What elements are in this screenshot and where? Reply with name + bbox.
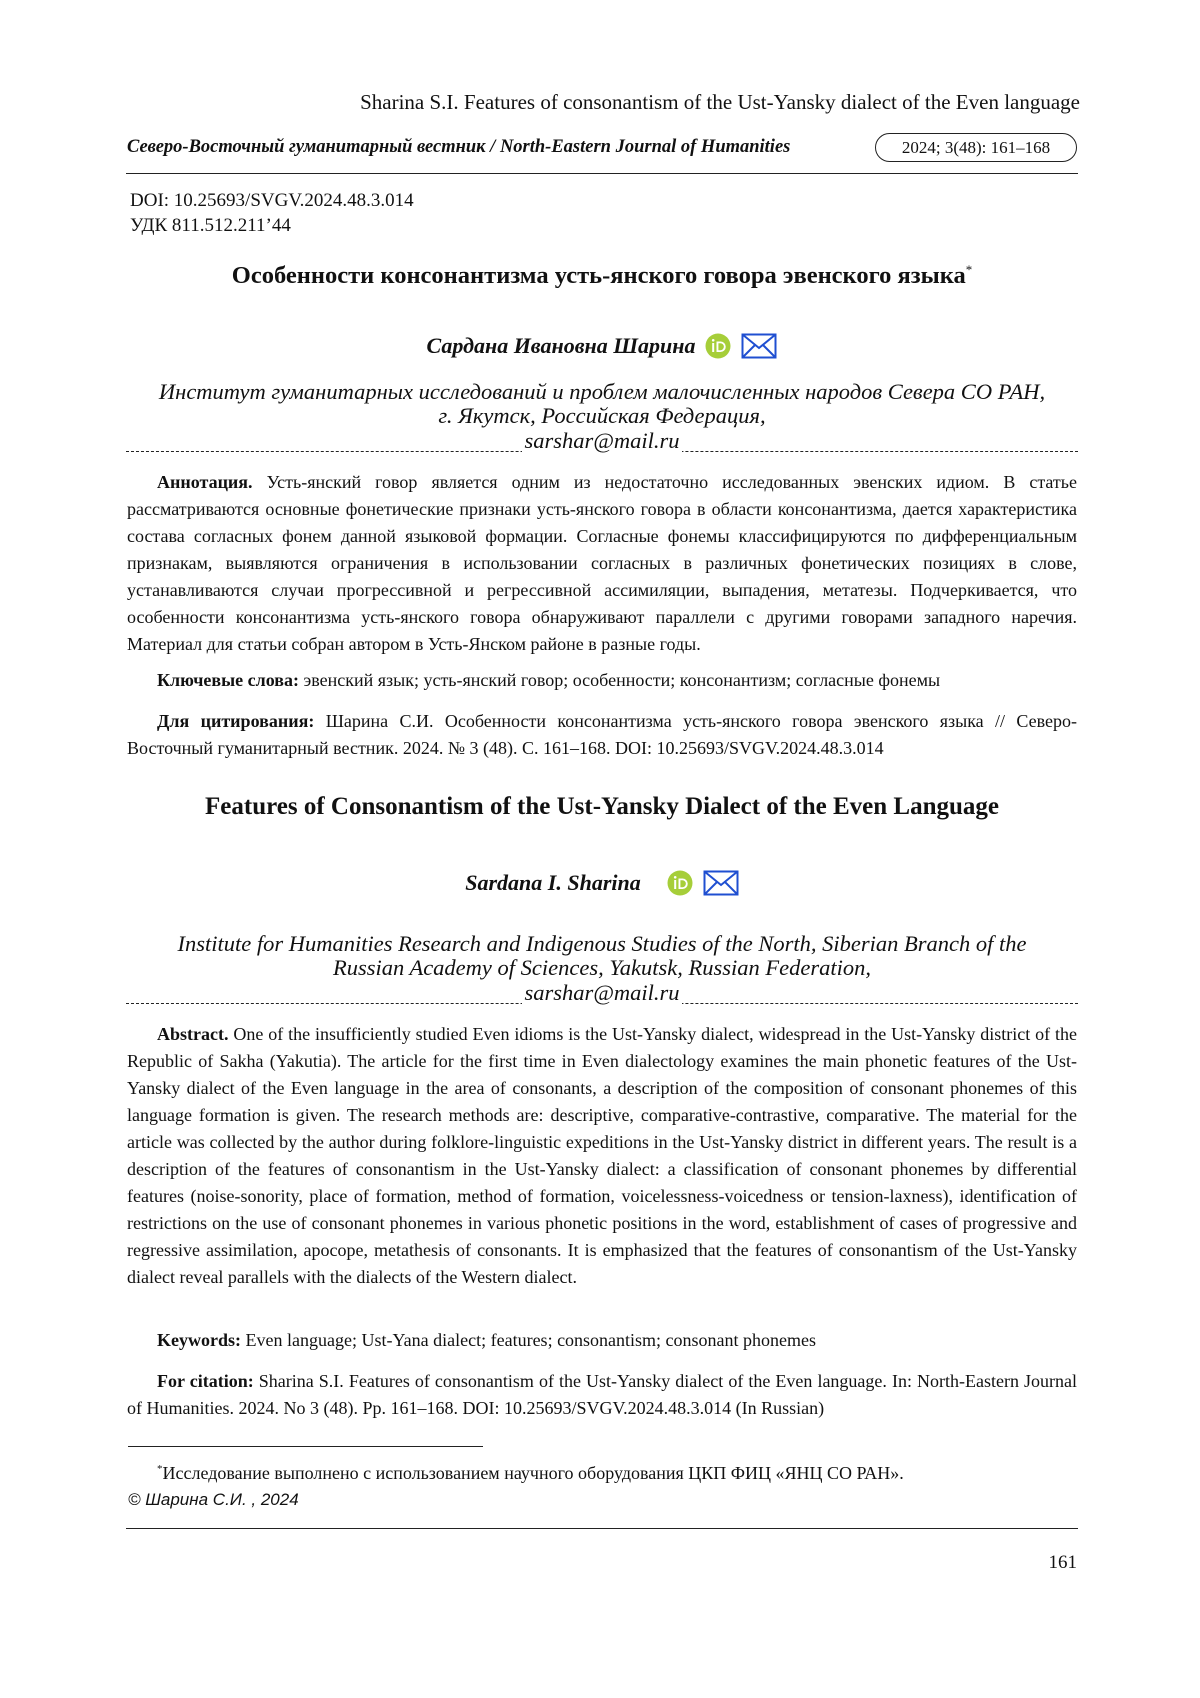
orcid-icon[interactable] (705, 333, 731, 359)
affiliation-en (126, 932, 1078, 980)
email-ru[interactable]: sarshar@mail.ru (524, 428, 680, 453)
title-ru-text: Особенности консонантизма усть-янского говора эвенского языка (231, 262, 966, 290)
keywords-en (127, 1327, 1077, 1354)
citation-en-label: For citation: (157, 1371, 254, 1391)
footnote-rule (128, 1446, 483, 1447)
footer-rule (126, 1528, 1078, 1529)
keywords-ru-label: Ключевые слова: (157, 670, 299, 690)
abstract-ru (127, 469, 1077, 658)
citation-en-text: Sharina S.I. Features of consonantism of the Ust-Yansky dialect of the Even language. In: North-Eastern Journal of Humanities. 2024. No 3 (48). Pp. 161–168. DOI: 10.25693/SVGV.2024.48.3.014 (In Russian) (127, 1371, 1078, 1418)
affiliation-ru (126, 380, 1078, 428)
abstract-ru-text: Усть-янский говор является одним из недостаточно исследованных эвенских идиом. В статье рассматриваются основные фонетические признаки усть-янского говора в области консонантизма, дается характеристика состава согласных фонем данной языковой формации. Согласные фонемы классифицируются по дифференциальным признакам, выявляются ограничения в использовании согласных в различных фонетических позициях в слове, устанавливаются случаи прогрессивной и регрессивной ассимиляции, выпадения, метатезы. Подчеркивается, что особенности консонантизма усть-янского говора обнаруживают параллели с другими говорами западного наречия. Материал для статьи собран автором в Усть-Янском районе в разные годы. (127, 472, 1077, 654)
keywords-ru-text: эвенский язык; усть-янский говор; особенности; консонантизм; согласные фонемы (303, 670, 941, 690)
issue-badge: 2024; 3(48): 161–168 (875, 133, 1077, 162)
abstract-en-label: Abstract. (157, 1024, 229, 1044)
abstract-en (127, 1021, 1077, 1291)
citation-en (127, 1368, 1077, 1422)
page-number: 161 (1048, 1552, 1077, 1573)
keywords-ru (127, 667, 1077, 694)
keywords-en-label: Keywords: (157, 1330, 241, 1350)
affiliation-en-line2: Russian Academy of Sciences, Yakutsk, Russian Federation, (332, 955, 872, 980)
udk: УДК 811.512.211’44 (130, 215, 291, 236)
affiliation-en-line1: Institute for Humanities Research and Indigenous Studies of the North, Siberian Branch of the (177, 931, 1027, 956)
author-en: Sardana I. Sharina (465, 870, 641, 895)
abstract-en-text: One of the insufficiently studied Even idioms is the Ust-Yansky dialect, widespread in the Ust-Yansky district of the Republic of Sakha (Yakutia). The article for the first time in Even dialectology examines the main phonetic features of the Ust-Yansky dialect of the Even language in the area of consonants, a description of the composition of consonant phonemes of this language formation is given. The research methods are: descriptive, comparative-contrastive, comparative. The material for the article was collected by the author during folklore-linguistic expeditions in the Ust-Yansky district in different years. The result is a description of the features of consonantism in the Ust-Yansky dialect: a classification of consonant phonemes by differential features (noise-sonority, place of formation, method of formation, voicelessness-voicedness or tension-laxness), identification of restrictions on the use of consonant phonemes in various phonetic positions in the word, establishment of cases of progressive and regressive assimilation, apocope, metathesis of consonants. It is emphasized that the features of consonantism of the Ust-Yansky dialect reveal parallels with the dialects of the Western dialect. (127, 1024, 1077, 1287)
mail-icon[interactable] (741, 333, 777, 359)
footnote-text: Исследование выполнено с использованием научного оборудования ЦКП ФИЦ «ЯНЦ СО РАН». (162, 1463, 904, 1483)
affiliation-ru-line2: г. Якутск, Российская Федерация, (438, 403, 766, 428)
footnote (157, 1463, 904, 1484)
mail-icon[interactable] (703, 870, 739, 896)
citation-ru-text: Шарина С.И. Особенности консонантизма усть-янского говора эвенского языка // Северо-Восточный гуманитарный вестник. 2024. № 3 (48). С. 161–168. DOI: 10.25693/SVGV.2024.48.3.014 (127, 711, 1078, 758)
doi: DOI: 10.25693/SVGV.2024.48.3.014 (130, 190, 414, 211)
citation-ru-label: Для цитирования: (157, 711, 315, 731)
author-en-row (126, 870, 1078, 896)
running-title: Sharina S.I. Features of consonantism of the Ust-Yansky dialect of the Even language (360, 90, 1080, 114)
affiliation-ru-line1: Институт гуманитарных исследований и проблем малочисленных народов Севера СО РАН, (158, 379, 1046, 404)
author-ru-row (126, 333, 1078, 359)
copyright: © Шарина С.И. , 2024 (128, 1490, 299, 1509)
author-ru: Сардана Ивановна Шарина (426, 333, 696, 358)
header-rule (126, 173, 1078, 174)
title-en: Features of Consonantism of the Ust-Yansky Dialect of the Even Language (205, 793, 999, 820)
journal-name: Северо-Восточный гуманитарный вестник / North-Eastern Journal of Humanities (127, 137, 791, 157)
footnote-mark: * (157, 1463, 163, 1475)
orcid-icon[interactable] (667, 870, 693, 896)
citation-ru (127, 708, 1077, 762)
email-en[interactable]: sarshar@mail.ru (524, 980, 680, 1005)
abstract-ru-label: Аннотация. (157, 472, 253, 492)
email-ru-row (126, 428, 1078, 454)
title-footnote-mark: * (965, 262, 973, 277)
keywords-en-text: Even language; Ust-Yana dialect; features; consonantism; consonant phonemes (245, 1330, 817, 1350)
title-ru (126, 262, 1078, 290)
email-en-row (126, 980, 1078, 1006)
